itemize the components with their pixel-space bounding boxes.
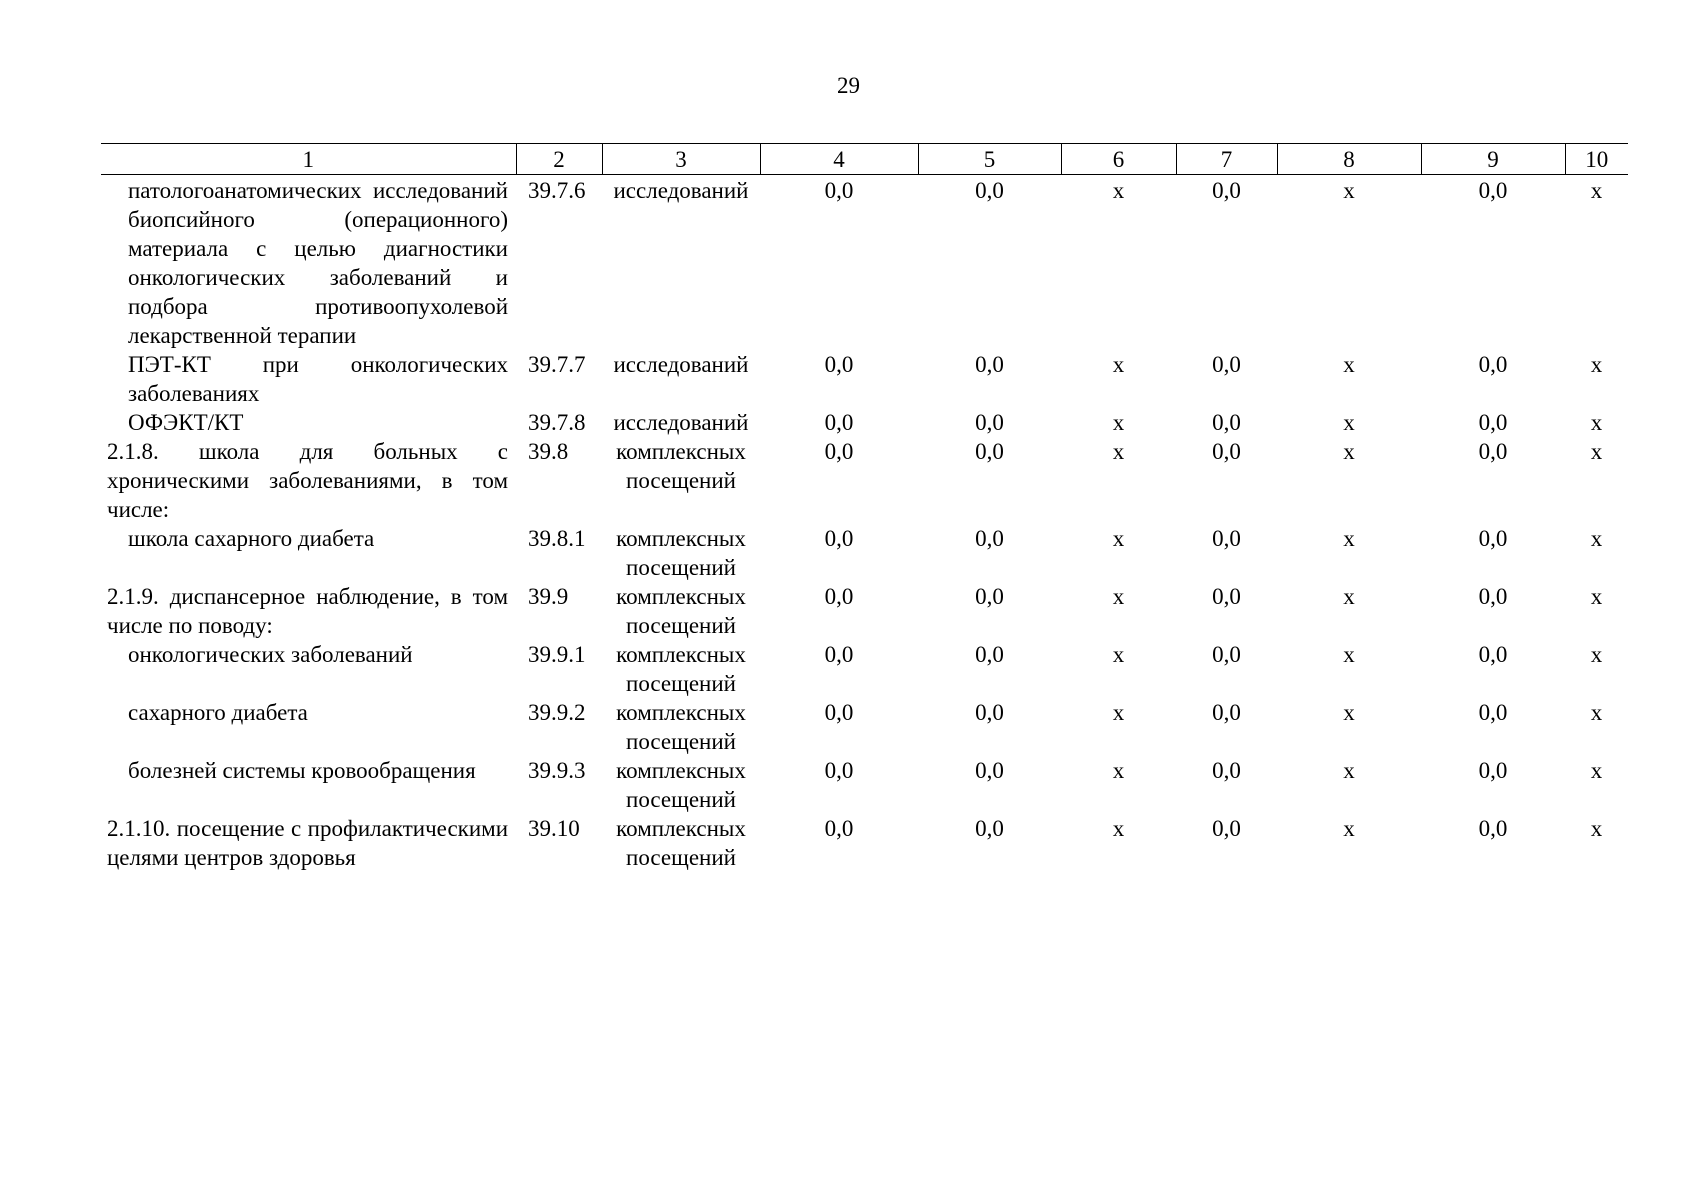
row-value: х [1590,816,1603,841]
row-value: х [1343,178,1355,203]
row-unit: комплексных посещений [616,758,746,812]
row-value: х [1343,584,1355,609]
row-value: 0,0 [1212,758,1241,783]
row-value: 0,0 [824,758,854,783]
row-value: 0,0 [975,758,1004,783]
row-value: х [1112,700,1125,725]
table-row [101,698,1628,756]
row-value: х [1590,526,1603,551]
row-code: 39.8 [528,439,569,464]
row-value: х [1343,700,1355,725]
table-row [101,756,1628,814]
row-value: 0,0 [1212,642,1241,667]
column-header: 5 [918,144,1061,175]
row-value: 0,0 [1478,584,1508,609]
row-value: 0,0 [1478,439,1508,464]
row-value: 0,0 [824,526,854,551]
row-value: 0,0 [1478,642,1508,667]
column-header: 2 [516,144,602,175]
column-header: 6 [1061,144,1176,175]
table-row [101,524,1628,582]
table-row [101,582,1628,640]
row-code: 39.7.7 [528,352,586,377]
row-value: 0,0 [824,584,854,609]
row-value: х [1112,526,1125,551]
table-body [101,175,1628,873]
row-value: х [1343,352,1355,377]
row-value: 0,0 [1212,700,1241,725]
row-value: 0,0 [1212,439,1241,464]
row-code: 39.7.6 [528,178,586,203]
table-row [101,408,1628,437]
row-unit: комплексных посещений [616,526,746,580]
row-name: онкологических заболеваний [128,642,413,667]
row-code: 39.9.3 [528,758,586,783]
column-header: 3 [602,144,760,175]
row-value: 0,0 [1478,526,1508,551]
row-value: 0,0 [1478,410,1508,435]
row-value: 0,0 [824,700,854,725]
table-row [101,640,1628,698]
row-name: сахарного диабета [128,700,308,725]
row-value: 0,0 [1212,816,1241,841]
column-header: 10 [1565,144,1628,175]
row-unit: комплексных посещений [616,700,746,754]
row-value: х [1343,439,1355,464]
row-name: болезней системы кровообращения [128,758,476,783]
row-value: 0,0 [975,352,1004,377]
row-value: 0,0 [824,178,854,203]
row-value: х [1590,642,1603,667]
row-value: 0,0 [1478,700,1508,725]
row-name: патологоанатомических исследований биопсийного (операционного) материала с целью диагностики онкологических заболеваний и подбора противоопухолевой лекарственной терапии [128,178,508,348]
column-header: 8 [1277,144,1421,175]
column-header: 1 [101,144,516,175]
row-value: х [1343,410,1355,435]
row-value: х [1112,816,1125,841]
row-value: х [1112,352,1125,377]
row-value: 0,0 [824,439,854,464]
row-name: школа сахарного диабета [128,526,375,551]
row-value: 0,0 [1212,410,1241,435]
row-value: 0,0 [1478,758,1508,783]
data-table [101,143,1628,872]
row-value: х [1590,439,1603,464]
row-value: 0,0 [975,642,1004,667]
row-value: х [1590,700,1603,725]
row-value: х [1590,352,1603,377]
row-name: ОФЭКТ/КТ [128,410,244,435]
row-value: х [1343,816,1355,841]
row-name: 2.1.8. школа для больных с хроническими заболеваниями, в том числе: [107,439,508,522]
row-name: 2.1.9. диспансерное наблюдение, в том числе по поводу: [107,584,508,638]
row-code: 39.9 [528,584,569,609]
row-value: 0,0 [975,700,1004,725]
row-value: 0,0 [824,642,854,667]
page-number: 29 [837,73,860,98]
row-value: х [1112,410,1125,435]
row-value: 0,0 [1478,352,1508,377]
row-value: х [1343,526,1355,551]
row-code: 39.8.1 [528,526,586,551]
row-code: 39.10 [528,816,580,841]
row-value: 0,0 [824,816,854,841]
row-value: х [1112,642,1125,667]
table-row [101,814,1628,872]
table-row [101,350,1628,408]
row-value: 0,0 [1478,178,1508,203]
row-value: х [1590,410,1603,435]
row-code: 39.7.8 [528,410,586,435]
row-unit: исследований [613,178,749,203]
row-unit: исследований [613,410,749,435]
row-unit: комплексных посещений [616,584,746,638]
row-value: х [1343,642,1355,667]
row-value: 0,0 [824,410,854,435]
column-header: 4 [760,144,918,175]
row-unit: комплексных посещений [616,816,746,870]
row-value: х [1112,758,1125,783]
row-value: 0,0 [975,439,1004,464]
row-value: 0,0 [1478,816,1508,841]
table-row [101,437,1628,524]
row-value: х [1590,758,1603,783]
table-header [101,144,1628,175]
row-value: 0,0 [975,816,1004,841]
column-header: 9 [1421,144,1565,175]
row-unit: комплексных посещений [616,642,746,696]
row-value: 0,0 [975,178,1004,203]
row-value: 0,0 [1212,526,1241,551]
column-number-row [101,144,1628,175]
row-value: 0,0 [975,410,1004,435]
row-unit: исследований [613,352,749,377]
row-value: х [1112,178,1125,203]
table-row [101,175,1628,351]
row-value: 0,0 [824,352,854,377]
row-value: х [1343,758,1355,783]
column-header: 7 [1176,144,1277,175]
row-unit: комплексных посещений [616,439,746,493]
row-value: х [1112,584,1125,609]
row-value: х [1112,439,1125,464]
row-value: х [1590,178,1603,203]
row-value: 0,0 [1212,584,1241,609]
row-name: 2.1.10. посещение с профилактическими целями центров здоровья [107,816,508,870]
row-value: х [1590,584,1603,609]
row-code: 39.9.2 [528,700,586,725]
row-value: 0,0 [1212,352,1241,377]
row-code: 39.9.1 [528,642,586,667]
row-name: ПЭТ-КТ при онкологических заболеваниях [128,352,508,406]
row-value: 0,0 [1212,178,1241,203]
row-value: 0,0 [975,584,1004,609]
row-value: 0,0 [975,526,1004,551]
